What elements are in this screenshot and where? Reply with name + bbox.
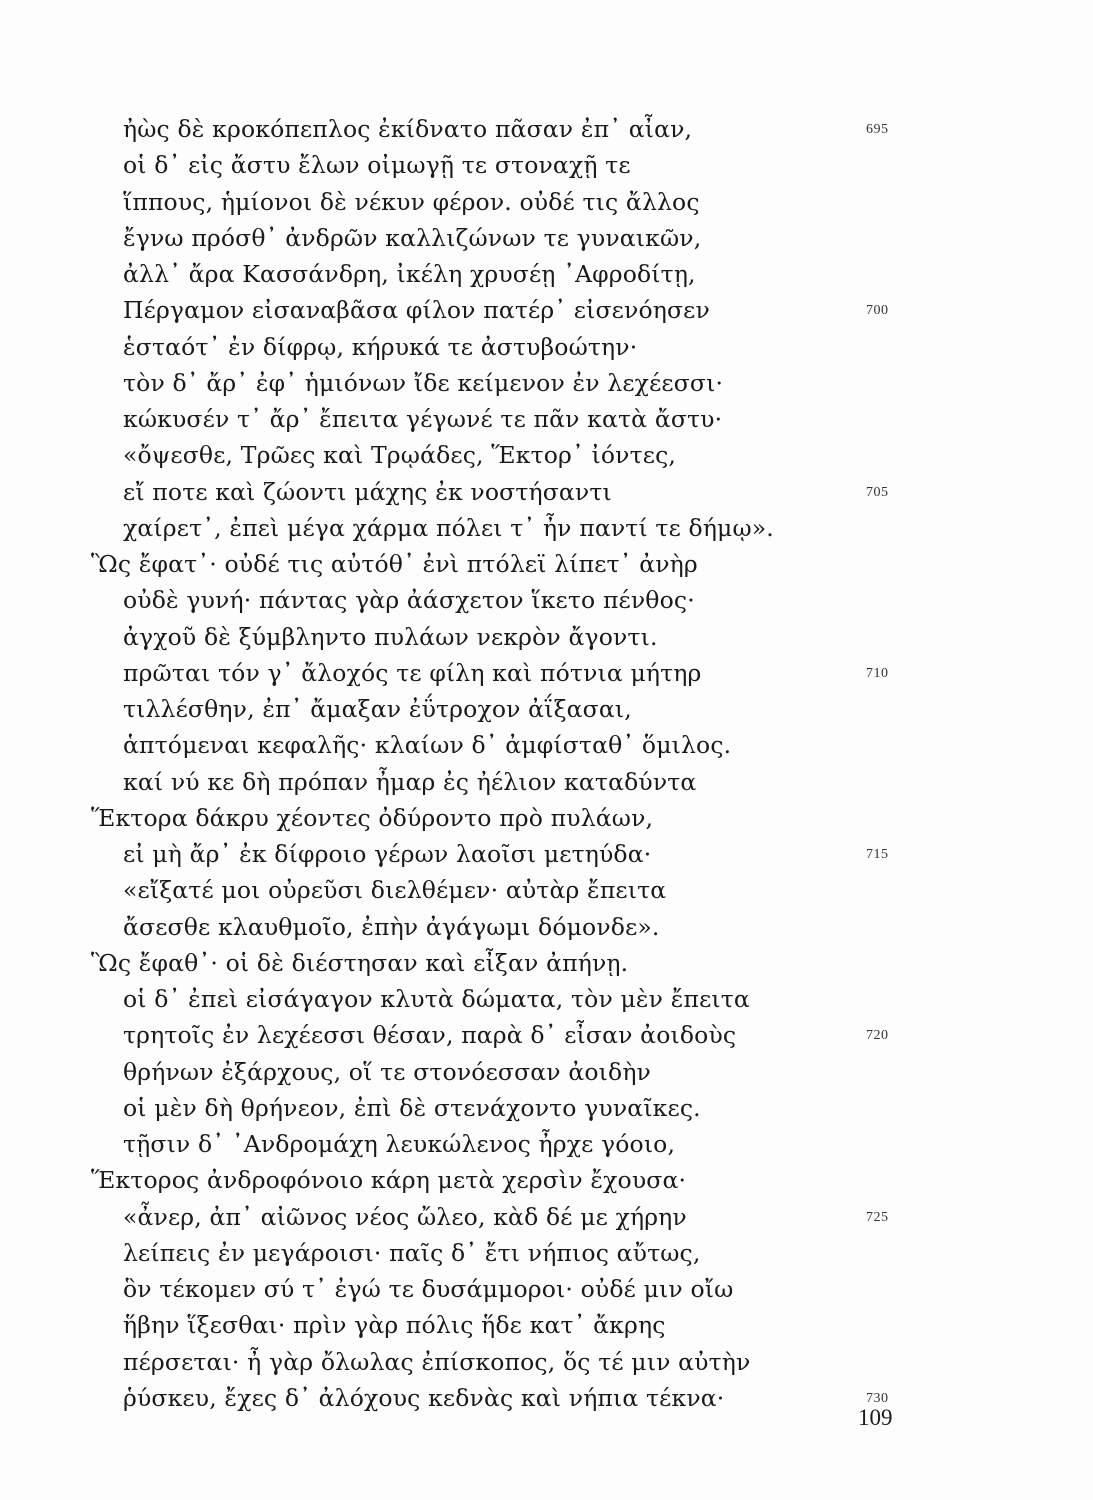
verse-line: Ὣς ἔφατ᾽· οὐδέ τις αὐτόθ᾽ ἐνὶ πτόλεϊ λίπετ᾽ ἀνὴρ bbox=[91, 550, 698, 578]
verse-line: Ἕκτορος ἀνδροφόνοιο κάρη μετὰ χερσὶν ἔχουσα· bbox=[91, 1166, 687, 1194]
verse-line: κώκυσέν τ᾽ ἄρ᾽ ἔπειτα γέγωνέ τε πᾶν κατὰ ἄστυ· bbox=[123, 405, 723, 433]
line-number: 710 bbox=[866, 666, 889, 681]
verse-line: τὸν δ᾽ ἄρ᾽ ἐφ᾽ ἡμιόνων ἴδε κείμενον ἐν λεχέεσσι· bbox=[123, 369, 724, 397]
verse-line: ῥύσκευ, ἔχες δ᾽ ἀλόχους κεδνὰς καὶ νήπια τέκνα· bbox=[123, 1384, 725, 1412]
line-number: 720 bbox=[866, 1028, 889, 1043]
verse-line: τιλλέσθην, ἐπ᾽ ἄμαξαν ἐΰτροχον ἀΐξασαι, bbox=[123, 695, 632, 723]
verse-line: οἱ μὲν δὴ θρήνεον, ἐπὶ δὲ στενάχοντο γυναῖκες. bbox=[123, 1094, 701, 1122]
verse-line: πέρσεται· ἦ γὰρ ὄλωλας ἐπίσκοπος, ὅς τέ μιν αὐτὴν bbox=[123, 1348, 751, 1376]
verse-line: Ὣς ἔφαθ᾽· οἱ δὲ διέστησαν καὶ εἶξαν ἀπήνῃ. bbox=[91, 949, 629, 977]
verse-line: ἠὼς δὲ κροκόπεπλος ἐκίδνατο πᾶσαν ἐπ᾽ αἶαν, bbox=[123, 115, 693, 143]
verse-line: εἴ ποτε καὶ ζώοντι μάχης ἐκ νοστήσαντι bbox=[123, 478, 612, 506]
verse-line: ἵππους, ἡμίονοι δὲ νέκυν φέρον. οὐδέ τις ἄλλος bbox=[123, 188, 700, 216]
verse-line: ἔγνω πρόσθ᾽ ἀνδρῶν καλλιζώνων τε γυναικῶν, bbox=[123, 224, 702, 252]
verse-line: ἄσεσθε κλαυθμοῖο, ἐπὴν ἀγάγωμι δόμονδε». bbox=[123, 913, 660, 941]
line-number: 715 bbox=[866, 847, 889, 862]
verse-line: Ἕκτορα δάκρυ χέοντες ὀδύροντο πρὸ πυλάων, bbox=[91, 804, 654, 832]
line-number: 705 bbox=[866, 485, 889, 500]
verse-line: ὃν τέκομεν σύ τ᾽ ἐγώ τε δυσάμμοροι· οὐδέ μιν οἴω bbox=[123, 1275, 734, 1303]
verse-line: καί νύ κε δὴ πρόπαν ἦμαρ ἐς ἠέλιον καταδύντα bbox=[123, 768, 697, 796]
verse-line: θρήνων ἐξάρχους, οἵ τε στονόεσσαν ἀοιδὴν bbox=[123, 1058, 651, 1086]
verse-line: Πέργαμον εἰσαναβᾶσα φίλον πατέρ᾽ εἰσενόησεν bbox=[123, 296, 710, 324]
verse-line: χαίρετ᾽, ἐπεὶ μέγα χάρμα πόλει τ᾽ ἦν παντί τε δήμῳ». bbox=[123, 514, 774, 542]
line-number: 700 bbox=[866, 303, 889, 318]
line-number: 695 bbox=[866, 122, 889, 137]
line-number: 730 bbox=[866, 1391, 889, 1406]
verse-line: ἑσταότ᾽ ἐν δίφρῳ, κήρυκά τε ἀστυβοώτην· bbox=[123, 333, 638, 361]
verse-line: πρῶται τόν γ᾽ ἄλοχός τε φίλη καὶ πότνια μήτηρ bbox=[123, 659, 702, 687]
verse-line: οἱ δ᾽ ἐπεὶ εἰσάγαγον κλυτὰ δώματα, τὸν μὲν ἔπειτα bbox=[123, 985, 750, 1013]
page-number: 109 bbox=[858, 1405, 893, 1430]
verse-line: οὐδὲ γυνή· πάντας γὰρ ἀάσχετον ἵκετο πένθος· bbox=[123, 586, 695, 614]
verse-line: ἀγχοῦ δὲ ξύμβληντο πυλάων νεκρὸν ἄγοντι. bbox=[123, 623, 658, 651]
verse-line: «ὄψεσθε, Τρῶες καὶ Τρῳάδες, Ἕκτορ᾽ ἰόντες, bbox=[123, 441, 677, 469]
verse-line: λείπεις ἐν μεγάροισι· παῖς δ᾽ ἔτι νήπιος αὔτως, bbox=[123, 1239, 701, 1267]
verse-line: «εἴξατέ μοι οὐρεῦσι διελθέμεν· αὐτὰρ ἔπειτα bbox=[123, 876, 667, 904]
verse-line: οἱ δ᾽ εἰς ἄστυ ἔλων οἰμωγῇ τε στοναχῇ τε bbox=[123, 151, 631, 179]
verse-line: ἁπτόμεναι κεφαλῆς· κλαίων δ᾽ ἀμφίσταθ᾽ ὅμιλος. bbox=[123, 731, 732, 759]
verse-line: ἀλλ᾽ ἄρα Κασσάνδρη, ἰκέλη χρυσέῃ ᾽Αφροδίτῃ, bbox=[123, 260, 696, 288]
verse-line: «ἆνερ, ἀπ᾽ αἰῶνος νέος ὤλεο, κὰδ δέ με χήρην bbox=[123, 1203, 687, 1231]
verse-line: ἥβην ἵξεσθαι· πρὶν γὰρ πόλις ἥδε κατ᾽ ἄκρης bbox=[123, 1311, 666, 1339]
verse-line: τῇσιν δ᾽ ᾽Ανδρομάχη λευκώλενος ἦρχε γόοιο, bbox=[123, 1130, 676, 1158]
verse-line: εἰ μὴ ἄρ᾽ ἐκ δίφροιο γέρων λαοῖσι μετηύδα· bbox=[123, 840, 652, 868]
line-number: 725 bbox=[866, 1210, 889, 1225]
verse-line: τρητοῖς ἐν λεχέεσσι θέσαν, παρὰ δ᾽ εἶσαν ἀοιδοὺς bbox=[123, 1021, 737, 1049]
